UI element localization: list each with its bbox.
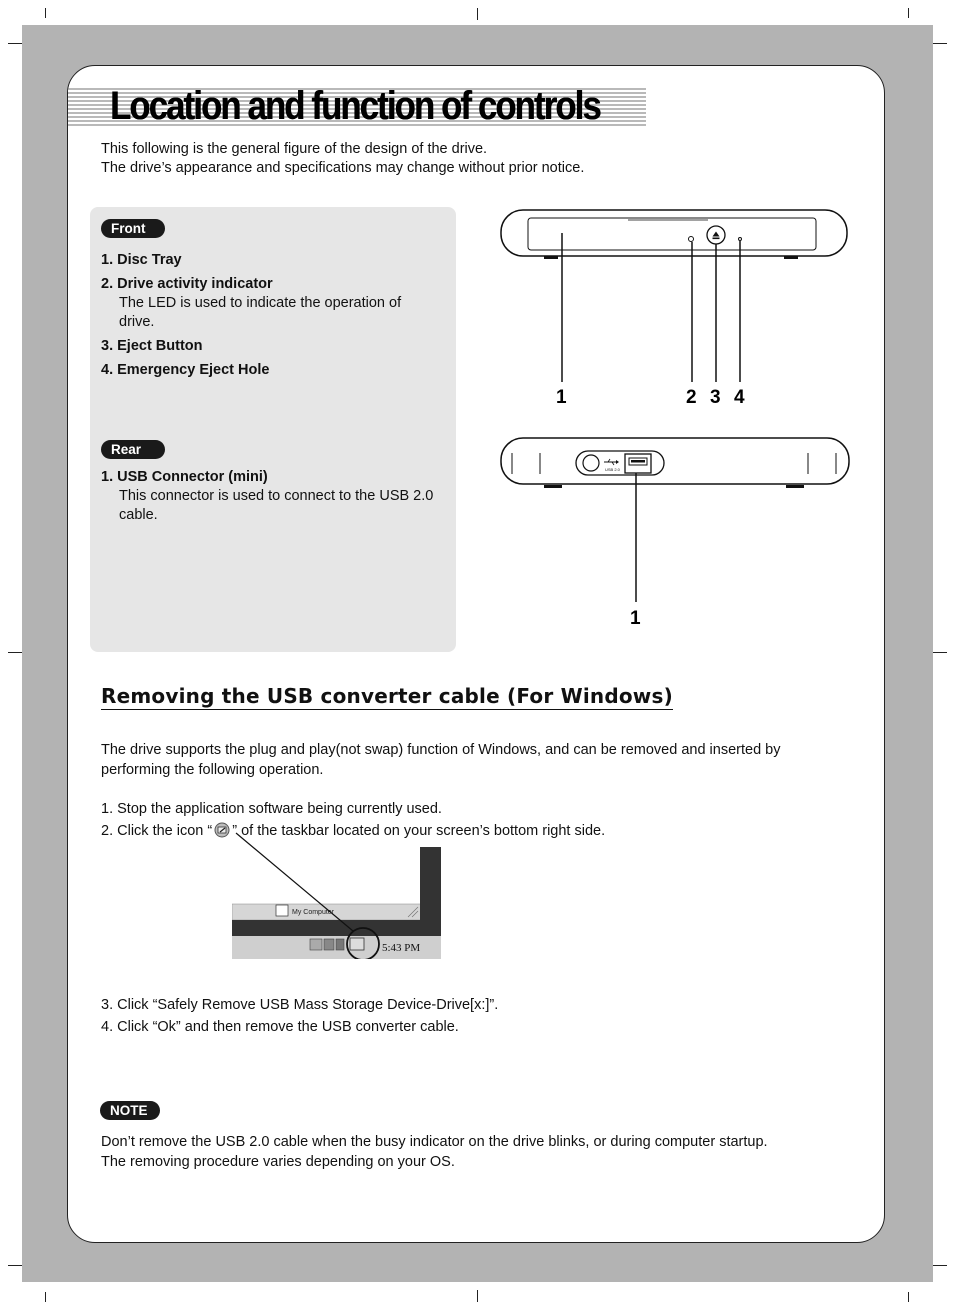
front-item-title: 1. Disc Tray <box>101 252 182 268</box>
front-item-title: 2. Drive activity indicator <box>101 276 273 292</box>
callout-number: 4 <box>734 387 745 406</box>
taskbar-clock: 5:43 PM <box>382 942 421 954</box>
crop-mark <box>477 1290 478 1302</box>
crop-mark <box>8 43 22 44</box>
rear-controls-list <box>101 468 439 530</box>
note-text <box>101 1133 861 1172</box>
crop-mark <box>45 8 46 18</box>
front-item-description: The LED is used to indicate the operation of drive. <box>119 295 402 330</box>
crop-mark <box>8 652 22 653</box>
crop-mark <box>933 1265 947 1266</box>
step-text: ” of the taskbar located on your screen’s bottom right side. <box>232 823 606 839</box>
step-item: 4. Click “Ok” and then remove the USB converter cable. <box>101 1019 459 1035</box>
list-item <box>101 337 439 356</box>
usb-version-tag: USB 2.0 <box>605 467 620 472</box>
desktop-item-label: My Computer <box>292 909 335 916</box>
crop-mark <box>933 652 947 653</box>
intro-text <box>101 140 584 178</box>
crop-mark <box>908 8 909 18</box>
crop-mark <box>45 1292 46 1302</box>
list-item <box>101 468 439 525</box>
callout-number: 1 <box>556 387 567 406</box>
crop-mark <box>477 8 478 20</box>
controls-panel <box>90 207 456 652</box>
list-item <box>101 275 439 332</box>
step-text: 2. Click the icon “ <box>101 823 213 839</box>
front-item-title: 4. Emergency Eject Hole <box>101 362 270 378</box>
list-item <box>101 251 439 270</box>
page-title: Location and function of controls <box>110 84 600 128</box>
eject-button-icon <box>707 226 725 244</box>
step-item: 3. Click “Safely Remove USB Mass Storage Device-Drive[x:]”. <box>101 997 499 1013</box>
list-item <box>101 361 439 380</box>
callout-number: 1 <box>630 608 641 629</box>
crop-mark <box>933 43 947 44</box>
note-line: Don’t remove the USB 2.0 cable when the busy indicator on the drive blinks, or during computer startup. <box>101 1134 768 1150</box>
pointer-line <box>218 823 368 943</box>
step-item: 1. Stop the application software being currently used. <box>101 801 442 817</box>
removing-intro <box>101 741 841 780</box>
crop-mark <box>8 1265 22 1266</box>
intro-line: This following is the general figure of the design of the drive. <box>101 141 488 157</box>
removal-steps-continued <box>101 994 498 1038</box>
front-item-title: 3. Eject Button <box>101 338 203 354</box>
note-line: The removing procedure varies depending on your OS. <box>101 1153 455 1170</box>
page-card <box>67 65 885 1243</box>
removing-intro-text: The drive supports the plug and play(not swap) function of Windows, and can be removed and inserted by performing the following operation. <box>101 742 781 778</box>
rear-label-badge: Rear <box>101 440 165 459</box>
front-label-badge: Front <box>101 219 165 238</box>
crop-mark <box>908 1292 909 1302</box>
intro-line: The drive’s appearance and specifications may change without prior notice. <box>101 160 585 176</box>
section-title: Removing the USB converter cable (For Windows) <box>101 684 673 708</box>
rear-item-title: 1. USB Connector (mini) <box>101 469 268 485</box>
callout-number: 3 <box>710 387 721 406</box>
front-drive-diagram <box>498 206 854 406</box>
note-label-badge: NOTE <box>100 1101 160 1120</box>
rear-item-description: This connector is used to connect to the USB 2.0 cable. <box>119 488 434 523</box>
callout-number: 2 <box>686 387 697 406</box>
front-controls-list <box>101 251 439 385</box>
rear-drive-diagram <box>498 434 854 634</box>
